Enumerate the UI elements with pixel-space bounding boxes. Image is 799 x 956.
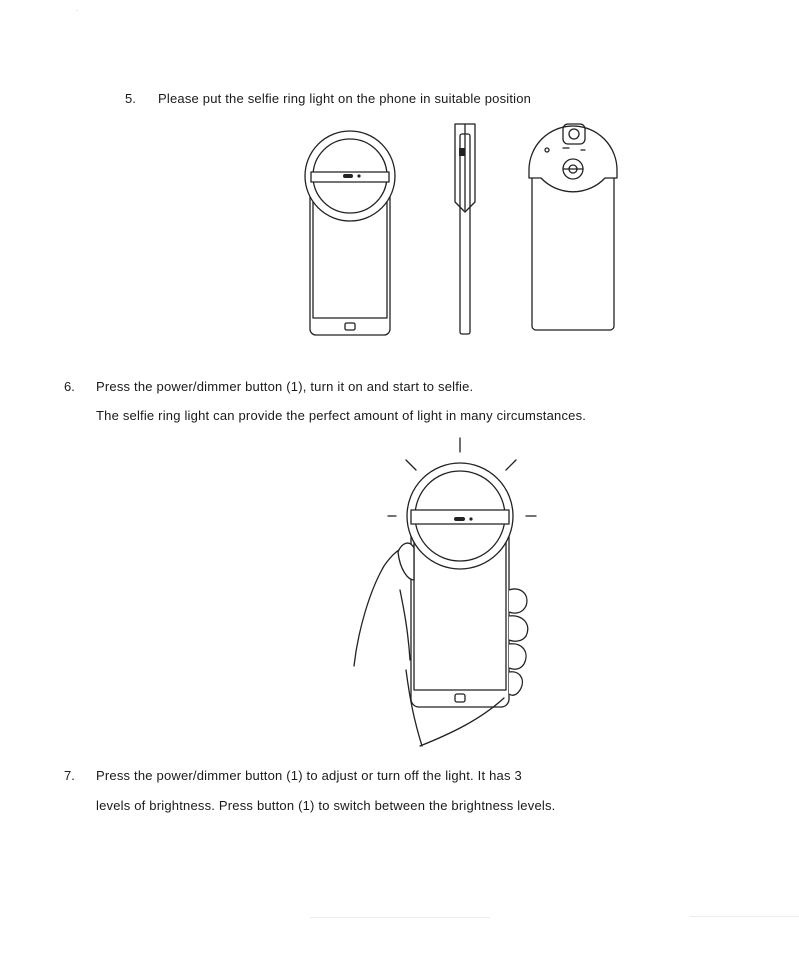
step-number: 5. (125, 91, 136, 106)
camera-icon (357, 174, 360, 177)
light-ray (406, 460, 416, 470)
step-number: 7. (64, 768, 75, 783)
speaker-icon (454, 517, 465, 521)
hand-finger (509, 672, 522, 695)
speaker-icon (343, 174, 353, 178)
home-button-icon (345, 323, 355, 330)
hand-finger (509, 589, 527, 613)
phone-back-view-figure (525, 120, 625, 340)
step-number: 6. (64, 379, 75, 394)
clip-button-icon (459, 148, 465, 156)
step-instruction-detail: levels of brightness. Press button (1) to switch between the brightness levels. (96, 798, 556, 813)
hand-finger (509, 616, 528, 641)
light-ray (506, 460, 516, 470)
hand-palm-line (400, 590, 410, 660)
phone-side-view-figure (450, 120, 480, 340)
phone-front-view-figure (300, 120, 400, 340)
step-instruction-detail: The selfie ring light can provide the perfect amount of light in many circumstances. (96, 408, 587, 423)
hand-finger (509, 644, 526, 669)
hand-thumb-tip (398, 543, 414, 580)
camera-icon (469, 517, 472, 520)
step-instruction: Please put the selfie ring light on the phone in suitable position (158, 91, 532, 106)
scan-edge (310, 917, 490, 918)
step-instruction: Press the power/dimmer button (1), turn it on and start to selfie. (96, 379, 474, 394)
step-instruction: Press the power/dimmer button (1) to adjust or turn off the light. It has 3 (96, 768, 522, 783)
scan-edge (690, 916, 799, 917)
scan-mark (76, 10, 78, 11)
hand-holding-phone-figure (340, 430, 560, 750)
